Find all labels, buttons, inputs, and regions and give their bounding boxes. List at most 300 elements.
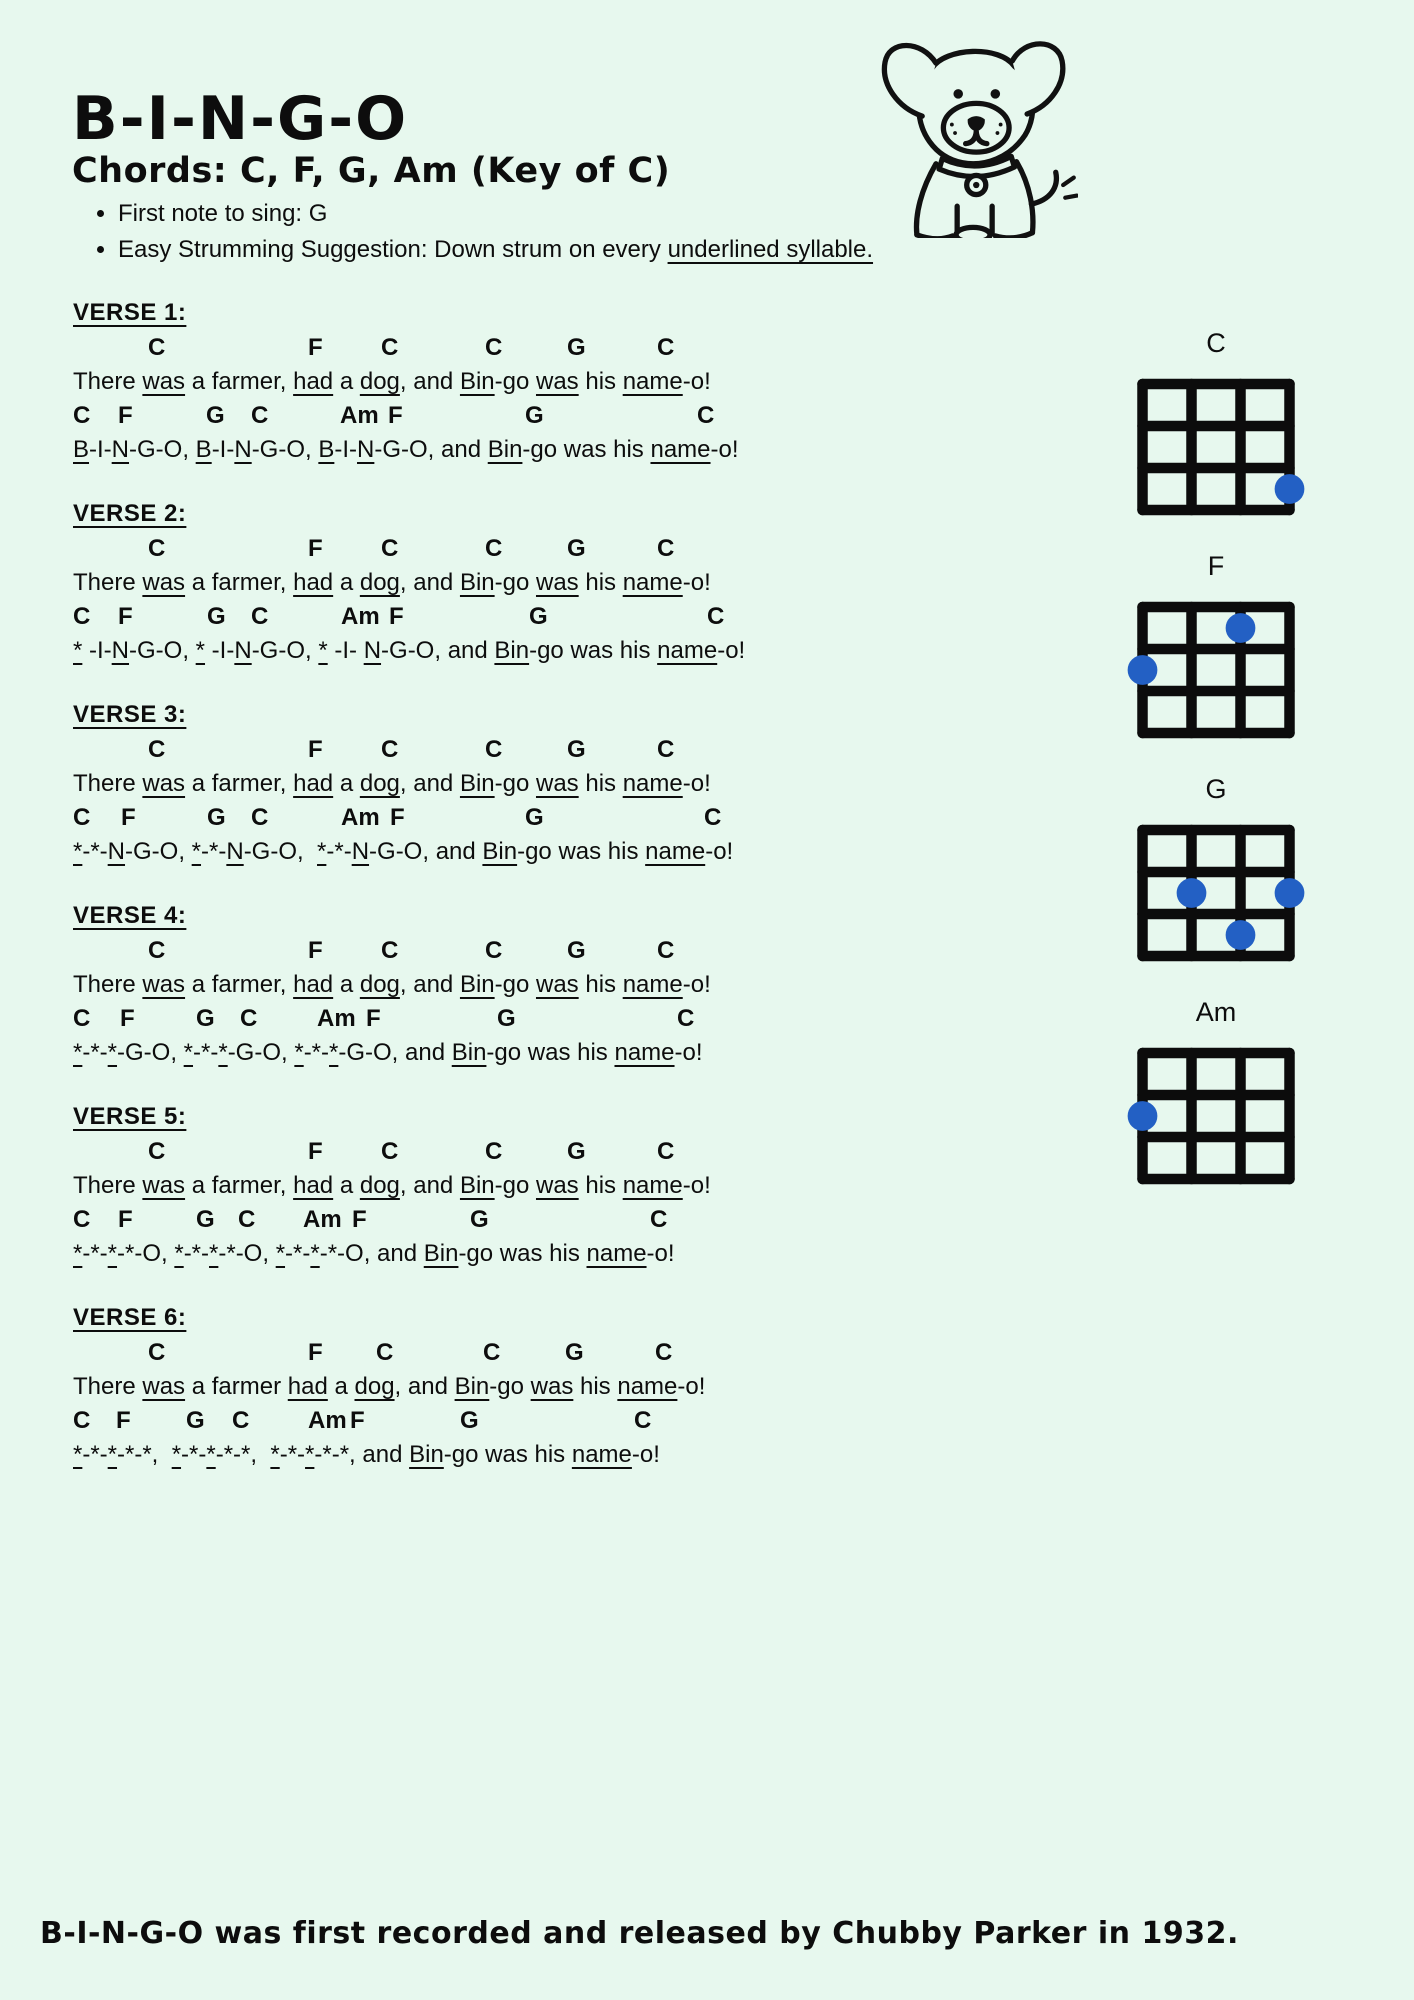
- finger-dot: [1226, 613, 1256, 643]
- lyric-segment: -G-O, and: [369, 838, 483, 865]
- lyric-segment: *: [209, 1240, 219, 1267]
- lyric-segment: had: [293, 770, 334, 797]
- chord-label: C: [657, 736, 675, 763]
- lyric-segment: -o!: [677, 1373, 706, 1400]
- lyric-segment: was: [530, 1373, 574, 1400]
- lyric-segment: *: [310, 1240, 320, 1267]
- lyric-segment: *: [275, 1240, 286, 1267]
- chord-label: C: [677, 1005, 695, 1032]
- chord-diagram-label: Am: [1195, 997, 1237, 1027]
- lyric-segment: name: [645, 838, 706, 865]
- lyric-segment: -*-: [285, 1240, 311, 1267]
- lyric-segment: , and: [399, 1172, 460, 1199]
- lyric-segment: *: [73, 1240, 83, 1267]
- lyric-segment: a farmer,: [185, 569, 294, 596]
- lyric-segment: -G-O, and: [374, 436, 488, 463]
- lyric-segment: -go: [494, 971, 536, 998]
- lyric-segment: Bin: [487, 436, 523, 463]
- lyric-segment: -G-O,: [251, 436, 319, 463]
- lyric-segment: -o!: [682, 368, 711, 395]
- chord-label: C: [485, 535, 503, 562]
- chord-label: C: [657, 535, 675, 562]
- chord-label: C: [148, 1339, 166, 1366]
- chord-label: C: [238, 1206, 256, 1233]
- chord-label: C: [148, 334, 166, 361]
- lyric-segment: a farmer,: [185, 770, 294, 797]
- lyric-segment: -*-: [181, 1441, 207, 1468]
- lyric-segment: had: [293, 1172, 334, 1199]
- chord-label: G: [460, 1407, 479, 1434]
- chord-row: [73, 332, 873, 366]
- lyric-segment: *: [107, 1240, 118, 1267]
- chord-label: G: [565, 1339, 584, 1366]
- lyric-segment: *: [270, 1441, 280, 1468]
- chord-row: [73, 1204, 873, 1238]
- lyric-segment: a: [333, 770, 360, 797]
- lyric-segment: a: [333, 368, 360, 395]
- lyric-segment: -*-*, and: [314, 1441, 410, 1468]
- chord-row: [73, 400, 873, 434]
- lyric-segment: -I-: [334, 436, 358, 463]
- lyric-segment: -I-: [205, 637, 235, 664]
- chord-label: G: [206, 402, 225, 429]
- verse-heading-text: VERSE 2:: [73, 500, 187, 527]
- lyric-line: [73, 836, 873, 870]
- lyric-segment: was: [535, 770, 579, 797]
- chord-label: C: [381, 937, 399, 964]
- chord-row: [73, 1405, 873, 1439]
- verse-heading-text: VERSE 4:: [73, 902, 187, 929]
- lyric-segment: his: [573, 1373, 618, 1400]
- lyric-segment: was: [535, 368, 579, 395]
- chord-row: [73, 533, 873, 567]
- lyric-segment: -*-: [82, 1441, 108, 1468]
- lyric-segment: , and: [399, 770, 460, 797]
- verse-heading: [73, 700, 873, 734]
- lyric-segment: Bin: [459, 1172, 495, 1199]
- chord-label: C: [634, 1407, 652, 1434]
- lyric-segment: had: [293, 368, 334, 395]
- lyric-segment: -go was his: [522, 436, 651, 463]
- lyric-segment: -*-: [183, 1240, 210, 1267]
- lyric-segment: *: [206, 1441, 216, 1468]
- lyric-segment: , and: [399, 368, 460, 395]
- lyric-segment: , and: [399, 569, 460, 596]
- lyric-segment: N: [363, 637, 382, 664]
- chord-diagram: [1116, 328, 1316, 551]
- lyric-segment: -o!: [674, 1039, 703, 1066]
- chord-label: Am: [317, 1005, 356, 1032]
- lyric-segment: N: [111, 436, 130, 463]
- chord-label: C: [381, 1138, 399, 1165]
- lyric-segment: N: [226, 838, 244, 865]
- lyric-segment: -*-*,: [215, 1441, 271, 1468]
- lyric-segment: N: [357, 436, 375, 463]
- lyric-segment: a: [333, 1172, 360, 1199]
- lyric-segment: -*-: [279, 1441, 306, 1468]
- lyric-segment: was: [142, 368, 186, 395]
- lyric-segment: -G-O,: [125, 838, 192, 865]
- lyric-segment: name: [622, 1172, 683, 1199]
- lyric-segment: name: [622, 368, 683, 395]
- chord-label: C: [697, 402, 715, 429]
- chord-row: [73, 802, 873, 836]
- page-subtitle: Chords: C, F, G, Am (Key of C): [72, 151, 671, 192]
- lyric-line: [73, 366, 873, 400]
- footer-note: B-I-N-G-O was first recorded and released by Chubby Parker in 1932.: [40, 1916, 1239, 1951]
- chord-label: G: [186, 1407, 205, 1434]
- page-title: B-I-N-G-O: [72, 84, 409, 155]
- chord-label: F: [388, 402, 403, 429]
- chord-label: C: [232, 1407, 250, 1434]
- lyric-segment: his: [578, 1172, 623, 1199]
- lyric-line: [73, 969, 873, 1003]
- lyric-segment: -*-: [82, 838, 108, 865]
- lyric-segment: -*-O, and: [319, 1240, 424, 1267]
- chord-label: C: [73, 804, 91, 831]
- lyric-segment: B: [73, 436, 90, 463]
- lyric-segment: -*-*,: [117, 1441, 172, 1468]
- verse-heading: [73, 298, 873, 332]
- lyric-segment: Bin: [459, 971, 495, 998]
- lyric-segment: -o!: [682, 1172, 711, 1199]
- lyric-segment: Bin: [459, 770, 495, 797]
- lyric-segment: -I-: [211, 436, 235, 463]
- lyric-line: [73, 635, 873, 669]
- lyric-segment: , and: [394, 1373, 455, 1400]
- lyric-segment: There: [73, 971, 143, 998]
- lyric-segment: -G-O,: [243, 838, 318, 865]
- chord-grid: [1125, 813, 1307, 973]
- lyric-segment: *: [107, 1039, 118, 1066]
- chord-label: C: [707, 603, 725, 630]
- lyric-segment: his: [578, 569, 623, 596]
- lyric-segment: *: [317, 838, 327, 865]
- lyric-segment: -G-O,: [117, 1039, 184, 1066]
- lyric-segment: -*-: [193, 1039, 219, 1066]
- lyric-segment: B: [318, 436, 335, 463]
- chord-label: F: [366, 1005, 381, 1032]
- chord-row: [73, 1136, 873, 1170]
- chord-label: C: [376, 1339, 394, 1366]
- finger-dot: [1128, 1101, 1158, 1131]
- verse-heading-text: VERSE 6:: [73, 1304, 187, 1331]
- chord-label: G: [207, 804, 226, 831]
- chord-label: F: [308, 937, 323, 964]
- verse-block: [73, 499, 873, 669]
- chord-label: C: [251, 402, 269, 429]
- lyric-segment: N: [107, 838, 126, 865]
- chord-label: C: [73, 402, 91, 429]
- lyric-segment: was: [142, 569, 186, 596]
- lyric-segment: Bin: [482, 838, 518, 865]
- note-item: [118, 232, 873, 268]
- chord-label: Am: [341, 804, 380, 831]
- chord-label: F: [352, 1206, 367, 1233]
- chord-row: [73, 1337, 873, 1371]
- lyric-segment: dog: [359, 971, 400, 998]
- chord-diagram: [1116, 551, 1316, 774]
- lyric-segment: -o!: [646, 1240, 675, 1267]
- chord-label: C: [73, 1206, 91, 1233]
- verses-section: [73, 298, 873, 1504]
- chord-label: F: [308, 736, 323, 763]
- lyric-segment: *: [73, 1441, 83, 1468]
- lyric-segment: There: [73, 368, 143, 395]
- verse-heading-text: VERSE 1:: [73, 299, 187, 326]
- lyric-segment: his: [578, 971, 623, 998]
- chord-diagram-label: C: [1206, 328, 1226, 358]
- chord-label: F: [308, 334, 323, 361]
- chord-label: C: [483, 1339, 501, 1366]
- chord-label: C: [251, 804, 269, 831]
- chord-row: [73, 1003, 873, 1037]
- lyric-segment: -G-O,: [129, 436, 196, 463]
- chord-label: F: [121, 804, 136, 831]
- lyric-segment: *: [218, 1039, 228, 1066]
- chord-label: C: [240, 1005, 258, 1032]
- lyric-segment: -I-: [327, 637, 364, 664]
- lyric-segment: name: [657, 637, 718, 664]
- finger-dot: [1275, 474, 1305, 504]
- chord-label: G: [567, 334, 586, 361]
- lyric-segment: N: [351, 838, 370, 865]
- chord-label: F: [390, 804, 405, 831]
- lyric-line: [73, 1037, 873, 1071]
- lyric-segment: a: [333, 569, 360, 596]
- chord-label: Am: [341, 603, 380, 630]
- chord-label: F: [118, 1206, 133, 1233]
- lyric-segment: -go was his: [517, 838, 646, 865]
- lyric-segment: his: [578, 368, 623, 395]
- chord-row: [73, 935, 873, 969]
- lyric-segment: had: [293, 569, 334, 596]
- verse-heading-text: VERSE 5:: [73, 1103, 187, 1130]
- chord-label: G: [567, 535, 586, 562]
- lyric-segment: name: [622, 569, 683, 596]
- lyric-segment: *: [294, 1039, 304, 1066]
- lyric-segment: Bin: [451, 1039, 487, 1066]
- chord-row: [73, 601, 873, 635]
- lyric-segment: a farmer,: [185, 368, 294, 395]
- verse-block: [73, 1303, 873, 1473]
- chord-label: F: [118, 402, 133, 429]
- lyric-segment: name: [617, 1373, 678, 1400]
- lyric-segment: -go: [494, 770, 536, 797]
- lyric-segment: , and: [399, 971, 460, 998]
- lyric-segment: was: [142, 1373, 186, 1400]
- lyric-line: [73, 567, 873, 601]
- lyric-segment: *: [73, 838, 83, 865]
- lyric-line: [73, 434, 873, 468]
- lyric-segment: -o!: [705, 838, 734, 865]
- note-text: underlined syllable.: [667, 236, 874, 263]
- lyric-segment: was: [535, 971, 579, 998]
- chord-label: G: [567, 937, 586, 964]
- lyric-line: [73, 1238, 873, 1272]
- chord-label: F: [120, 1005, 135, 1032]
- lyric-segment: There: [73, 770, 143, 797]
- lyric-segment: -*-: [82, 1039, 108, 1066]
- lyric-segment: name: [622, 971, 683, 998]
- chord-label: Am: [303, 1206, 342, 1233]
- verse-block: [73, 901, 873, 1071]
- lyric-segment: -G-O,: [227, 1039, 295, 1066]
- lyric-segment: -o!: [710, 436, 739, 463]
- lyric-segment: -o!: [682, 971, 711, 998]
- lyric-segment: Bin: [409, 1441, 444, 1468]
- chord-label: G: [525, 402, 544, 429]
- lyric-segment: had: [293, 971, 334, 998]
- chord-label: G: [525, 804, 544, 831]
- lyric-segment: name: [622, 770, 683, 797]
- chord-label: C: [148, 736, 166, 763]
- chord-label: F: [308, 535, 323, 562]
- lyric-segment: dog: [354, 1373, 395, 1400]
- chord-label: G: [196, 1005, 215, 1032]
- lyric-segment: was: [535, 1172, 579, 1199]
- chord-label: G: [207, 603, 226, 630]
- chord-diagrams: [1116, 328, 1316, 1220]
- lyric-segment: a: [327, 1373, 355, 1400]
- lyric-segment: was: [142, 971, 186, 998]
- lyric-segment: Bin: [459, 368, 495, 395]
- verse-heading: [73, 901, 873, 935]
- lyric-segment: Bin: [423, 1240, 459, 1267]
- chord-label: C: [73, 603, 91, 630]
- finger-dot: [1128, 655, 1158, 685]
- lyric-segment: -*-: [82, 1240, 108, 1267]
- chord-label: C: [650, 1206, 668, 1233]
- chord-label: C: [655, 1339, 673, 1366]
- lyric-segment: was: [142, 1172, 186, 1199]
- lyric-segment: -go was his: [529, 637, 658, 664]
- chord-label: G: [567, 736, 586, 763]
- lyric-segment: *: [191, 838, 202, 865]
- notes-list: [78, 196, 873, 268]
- lyric-segment: -go: [489, 1373, 531, 1400]
- chord-row: [73, 734, 873, 768]
- lyric-segment: was: [535, 569, 579, 596]
- chord-label: C: [381, 736, 399, 763]
- chord-label: C: [657, 1138, 675, 1165]
- lyric-segment: name: [650, 436, 711, 463]
- lyric-segment: -I-: [89, 436, 112, 463]
- lyric-segment: name: [586, 1240, 647, 1267]
- chord-label: C: [148, 535, 166, 562]
- lyric-segment: -go was his: [443, 1441, 572, 1468]
- lyric-segment: a farmer,: [185, 1172, 294, 1199]
- lyric-segment: a farmer,: [185, 971, 294, 998]
- chord-label: G: [470, 1206, 489, 1233]
- lyric-segment: *: [329, 1039, 339, 1066]
- lyric-segment: -o!: [682, 569, 711, 596]
- chord-label: C: [381, 334, 399, 361]
- lyric-segment: -go: [494, 1172, 536, 1199]
- verse-heading: [73, 1102, 873, 1136]
- lyric-segment: -go was his: [486, 1039, 615, 1066]
- chord-label: F: [116, 1407, 131, 1434]
- lyric-segment: -G-O, and: [338, 1039, 452, 1066]
- chord-diagram: [1116, 774, 1316, 997]
- note-text: Easy Strumming Suggestion: Down strum on every: [118, 236, 668, 263]
- lyric-segment: -o!: [682, 770, 711, 797]
- chord-label: C: [704, 804, 722, 831]
- lyric-line: [73, 1371, 873, 1405]
- lyric-segment: had: [287, 1373, 328, 1400]
- verse-heading-text: VERSE 3:: [73, 701, 187, 728]
- lyric-segment: B: [195, 436, 212, 463]
- lyric-segment: dog: [359, 569, 400, 596]
- lyric-segment: N: [111, 637, 130, 664]
- chord-label: C: [148, 937, 166, 964]
- dog-icon: [866, 26, 1078, 238]
- lyric-segment: *: [174, 1240, 184, 1267]
- lyric-segment: *: [107, 1441, 118, 1468]
- lyric-line: [73, 768, 873, 802]
- chord-label: C: [485, 937, 503, 964]
- chord-label: C: [251, 603, 269, 630]
- chord-label: G: [529, 603, 548, 630]
- chord-label: C: [73, 1005, 91, 1032]
- chord-label: G: [196, 1206, 215, 1233]
- chord-label: F: [308, 1339, 323, 1366]
- lyric-segment: a farmer: [185, 1373, 288, 1400]
- chord-label: G: [567, 1138, 586, 1165]
- lyric-segment: name: [571, 1441, 632, 1468]
- lyric-segment: -G-O, and: [381, 637, 495, 664]
- lyric-segment: -o!: [631, 1441, 660, 1468]
- chord-grid: [1125, 1036, 1307, 1196]
- lyric-segment: -*-: [201, 838, 227, 865]
- chord-label: C: [485, 334, 503, 361]
- lyric-segment: -*-: [326, 838, 352, 865]
- verse-block: [73, 700, 873, 870]
- chord-label: C: [381, 535, 399, 562]
- lyric-segment: There: [73, 1373, 143, 1400]
- lyric-segment: Bin: [459, 569, 495, 596]
- lyric-segment: -I-: [82, 637, 112, 664]
- lyric-segment: -*-O,: [218, 1240, 276, 1267]
- lyric-segment: *: [171, 1441, 182, 1468]
- chord-label: F: [118, 603, 133, 630]
- lyric-segment: -*-: [303, 1039, 330, 1066]
- lyric-segment: -*-O,: [117, 1240, 175, 1267]
- lyric-line: [73, 1439, 873, 1473]
- lyric-segment: Bin: [454, 1373, 490, 1400]
- finger-dot: [1177, 878, 1207, 908]
- lyric-segment: *: [305, 1441, 315, 1468]
- verse-block: [73, 298, 873, 468]
- lyric-segment: *: [183, 1039, 194, 1066]
- chord-label: C: [148, 1138, 166, 1165]
- chord-diagram: [1116, 997, 1316, 1220]
- lyric-segment: There: [73, 1172, 143, 1199]
- lyric-segment: -go: [494, 368, 536, 395]
- note-item: [118, 196, 873, 232]
- lyric-segment: Bin: [494, 637, 530, 664]
- lyric-segment: -go was his: [458, 1240, 587, 1267]
- chord-label: Am: [340, 402, 379, 429]
- lyric-segment: -G-O,: [129, 637, 196, 664]
- lyric-segment: *: [195, 637, 206, 664]
- chord-label: F: [350, 1407, 365, 1434]
- lyric-segment: dog: [359, 1172, 400, 1199]
- lyric-segment: dog: [359, 368, 400, 395]
- chord-label: C: [657, 937, 675, 964]
- lyric-line: [73, 1170, 873, 1204]
- lyric-segment: *: [73, 1039, 83, 1066]
